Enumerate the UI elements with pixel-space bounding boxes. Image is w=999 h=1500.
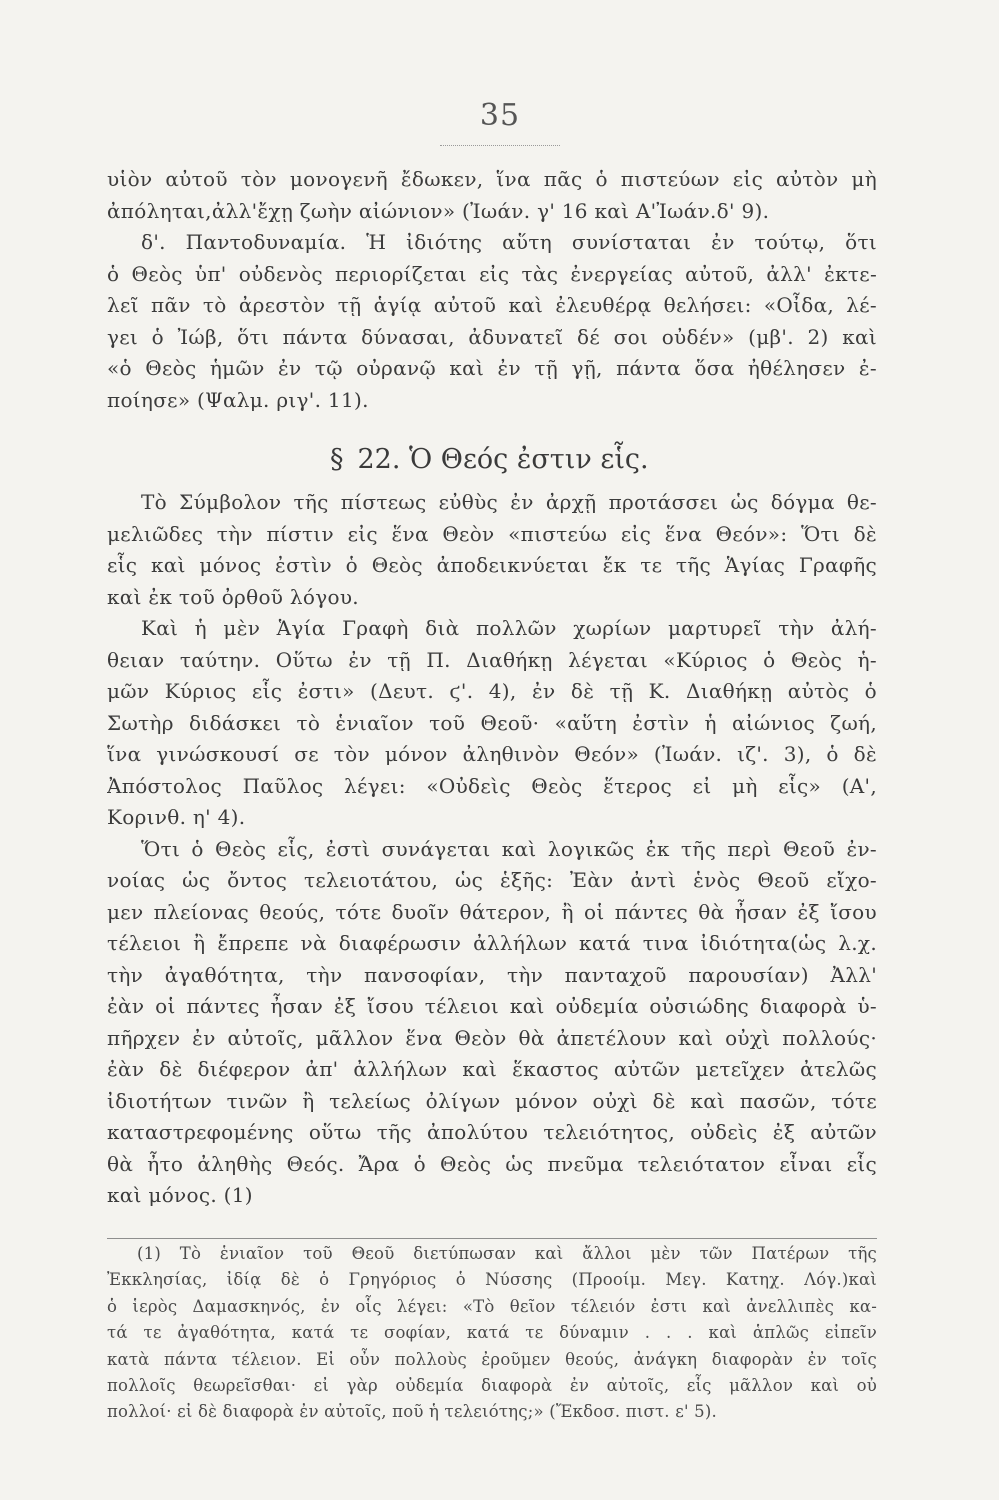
text-line: τέλειοι ἢ ἔπρεπε νὰ διαφέρωσιν ἀλλήλων κατά τινα ἰδιότητα(ὡς λ.χ.	[107, 931, 877, 955]
section-sign: §	[330, 444, 344, 475]
text-line: μεν πλείονας θεούς, τότε δυοῖν θάτερον, ἢ οἱ πάντες θὰ ἦσαν ἐξ ἴσου	[107, 899, 877, 924]
footnote-line: Ἐκκλησίας, ἰδίᾳ δὲ ὁ Γρηγόριος ὁ Νύσσης (Προοίμ. Μεγ. Κατηχ. Λόγ.)καὶ	[107, 1270, 877, 1290]
text-line: μελιῶδες τὴν πίστιν εἰς ἕνα Θεὸν «πιστεύω εἰς ἕνα Θεόν»: Ὅτι δὲ	[107, 521, 877, 546]
text-line: νοίας ὡς ὄντος τελειοτάτου, ὡς ἑξῆς: Ἐὰν ἀντὶ ἑνὸς Θεοῦ εἴχο-	[107, 868, 877, 892]
text-line: «ὁ Θεὸς ἡμῶν ἐν τῷ οὐρανῷ καὶ ἐν τῇ γῇ, πάντα ὅσα ἠθέλησεν ἐ-	[107, 356, 877, 380]
text-line: καταστρεφομένης οὕτω τῆς ἀπολύτου τελειότητος, οὐδεὶς ἐξ αὐτῶν	[107, 1120, 877, 1144]
body-text-bottom	[107, 487, 877, 1212]
page-number: 35	[479, 98, 521, 133]
footnote-line: ὁ ἱερὸς Δαμασκηνός, ἐν οἷς λέγει: «Τὸ θεῖον τέλειόν ἐστι καὶ ἀνελλιπὲς κα-	[107, 1296, 877, 1316]
footnote-line: κατὰ πάντα τέλειον. Εἰ οὖν πολλοὺς ἐροῦμεν θεούς, ἀνάγκη διαφορὰν ἐν τοῖς	[107, 1349, 877, 1369]
section-heading	[330, 440, 730, 480]
text-line: τὴν ἀγαθότητα, τὴν πανσοφίαν, τὴν πανταχοῦ παρουσίαν) Ἀλλ'	[107, 962, 877, 987]
text-line: θειαν ταύτην. Οὕτω ἐν τῇ Π. Διαθήκῃ λέγεται «Κύριος ὁ Θεὸς ἡ-	[107, 647, 877, 672]
text-line: λεῖ πᾶν τὸ ἀρεστὸν τῇ ἁγίᾳ αὐτοῦ καὶ ἐλευθέρᾳ θελήσει: «Οἶδα, λέ-	[107, 293, 877, 317]
text-line: πῆρχεν ἐν αὐτοῖς, μᾶλλον ἕνα Θεὸν θὰ ἀπετέλουν καὶ οὐχὶ πολλούς·	[107, 1025, 877, 1050]
text-line: Σωτὴρ διδάσκει τὸ ἑνιαῖον τοῦ Θεοῦ· «αὕτη ἐστὶν ἡ αἰώνιος ζωή,	[107, 710, 877, 735]
text-line: ἐὰν δὲ διέφερον ἀπ' ἀλλήλων καὶ ἕκαστος αὐτῶν μετεῖχεν ἀτελῶς	[107, 1057, 877, 1081]
text-line: καὶ μόνος. (1)	[107, 1183, 253, 1207]
text-line: καὶ ἐκ τοῦ ὀρθοῦ λόγου.	[107, 584, 359, 609]
section-title: 22. Ὁ Θεός ἐστιν εἷς.	[357, 444, 649, 475]
text-line: μῶν Κύριος εἷς ἐστι» (Δευτ. ϛ'. 4), ἐν δὲ τῇ Κ. Διαθήκῃ αὐτὸς ὁ	[107, 679, 877, 703]
text-line: γει ὁ Ἰώβ, ὅτι πάντα δύνασαι, ἀδυνατεῖ δέ σοι οὐδέν» (μβ'. 2) καὶ	[107, 324, 877, 349]
footnotes	[107, 1241, 877, 1426]
text-line: δ'. Παντοδυναμία. Ἡ ἰδιότης αὕτη συνίσταται ἐν τούτῳ, ὅτι	[141, 230, 877, 254]
text-line: Κορινθ. η' 4).	[107, 805, 246, 829]
text-line: Καὶ ἡ μὲν Ἁγία Γραφὴ διὰ πολλῶν χωρίων μαρτυρεῖ τὴν ἀλή-	[141, 616, 877, 640]
footnote-line: πολλοί· εἰ δὲ διαφορὰ ἐν αὐτοῖς, ποῦ ἡ τελειότης;» (Ἔκδοσ. πιστ. ε' 5).	[107, 1402, 717, 1422]
body-text-top	[107, 164, 877, 416]
text-line: ὁ Θεὸς ὑπ' οὐδενὸς περιορίζεται εἰς τὰς ἐνεργείας αὐτοῦ, ἀλλ' ἐκτε-	[107, 261, 877, 286]
text-line: Ὅτι ὁ Θεὸς εἷς, ἐστὶ συνάγεται καὶ λογικῶς ἐκ τῆς περὶ Θεοῦ ἐν-	[141, 836, 877, 861]
text-line: ποίησε» (Ψαλμ. ριγ'. 11).	[107, 387, 369, 412]
header-rule	[440, 145, 560, 146]
text-line: ἰδιοτήτων τινῶν ἢ τελείως ὀλίγων μόνον οὐχὶ δὲ καὶ πασῶν, τότε	[107, 1088, 877, 1113]
footnote-line: τά τε ἀγαθότητα, κατά τε σοφίαν, κατά τε δύναμιν . . . καὶ ἁπλῶς εἰπεῖν	[107, 1323, 877, 1343]
footnote-line: (1) Τὸ ἑνιαῖον τοῦ Θεοῦ διετύπωσαν καὶ ἄλλοι μὲν τῶν Πατέρων τῆς	[137, 1244, 877, 1263]
text-line: ἀπόληται,ἀλλ'ἔχῃ ζωὴν αἰώνιον» (Ἰωάν. γ' 16 καὶ Α'Ἰωάν.δ' 9).	[107, 198, 770, 223]
footnote-rule	[107, 1238, 877, 1239]
text-line: υἱὸν αὐτοῦ τὸν μονογενῆ ἔδωκεν, ἵνα πᾶς ὁ πιστεύων εἰς αὐτὸν μὴ	[107, 167, 877, 191]
text-line: ἐὰν οἱ πάντες ἦσαν ἐξ ἴσου τέλειοι καὶ οὐδεμία οὐσιώδης διαφορὰ ὑ-	[107, 994, 877, 1018]
text-line: θὰ ἦτο ἀληθὴς Θεός. Ἄρα ὁ Θεὸς ὡς πνεῦμα τελειότατον εἶναι εἷς	[107, 1151, 877, 1176]
footnote-line: πολλοῖς θεωρεῖσθαι· εἰ γὰρ οὐδεμία διαφορὰ ἐν αὐτοῖς, εἷς μᾶλλον καὶ οὐ	[107, 1375, 877, 1395]
text-line: ἵνα γινώσκουσί σε τὸν μόνον ἀληθινὸν Θεόν» (Ἰωάν. ιζ'. 3), ὁ δὲ	[107, 742, 877, 766]
text-line: Ἀπόστολος Παῦλος λέγει: «Οὐδεὶς Θεὸς ἕτερος εἰ μὴ εἷς» (Α',	[107, 773, 877, 798]
text-line: Τὸ Σύμβολον τῆς πίστεως εὐθὺς ἐν ἀρχῇ προτάσσει ὡς δόγμα θε-	[141, 490, 877, 514]
text-line: εἷς καὶ μόνος ἐστὶν ὁ Θεὸς ἀποδεικνύεται ἔκ τε τῆς Ἁγίας Γραφῆς	[107, 553, 877, 577]
